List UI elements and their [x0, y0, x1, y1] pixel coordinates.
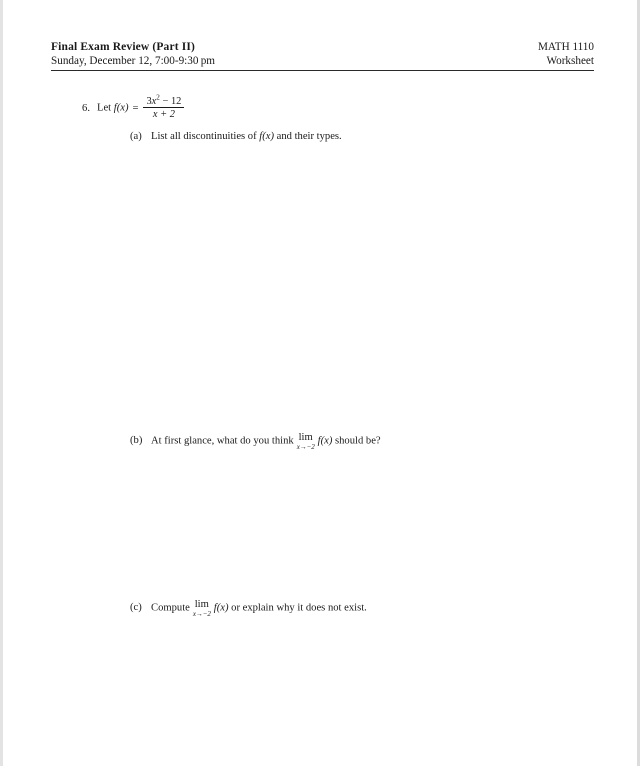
part-b-text: [151, 432, 381, 450]
limit-subscript-c: x→−2: [192, 610, 211, 619]
part-c-function: f(x): [213, 602, 229, 614]
problem-6-stem: [68, 93, 588, 121]
limit-operator-b: lim: [298, 432, 313, 443]
course-code: MATH 1110: [537, 41, 594, 53]
part-c-text-after: or explain why it does not exist.: [231, 602, 367, 614]
fraction-denominator: x + 2: [152, 109, 175, 120]
part-b-label: (b): [130, 435, 143, 447]
limit-expression-c: [193, 600, 211, 618]
part-a-function: f(x): [259, 131, 274, 142]
part-a-text-before: List all discontinuities of: [151, 131, 257, 142]
header-title-row: [51, 41, 594, 55]
equals-sign: =: [132, 102, 139, 114]
problem-part-a: [130, 131, 342, 142]
numerator-coefficient: 3: [146, 95, 152, 107]
part-b-text-before: At first glance, what do you think: [151, 435, 294, 447]
numerator-exponent: 2: [156, 93, 160, 102]
part-c-text: [151, 599, 367, 617]
part-a-text: [151, 131, 342, 142]
header-subtitle-row: [51, 55, 594, 68]
problem-statement: [97, 93, 185, 121]
problem-part-b: [130, 432, 381, 450]
document-title: Final Exam Review (Part II): [51, 41, 195, 53]
part-c-text-before: Compute: [151, 602, 190, 614]
function-notation: f(x): [113, 102, 129, 114]
numerator-variable: x: [151, 95, 157, 107]
problem-number: 6.: [82, 102, 90, 114]
fraction-numerator: [143, 93, 184, 109]
rational-expression: [143, 93, 184, 121]
problem-part-c: [130, 599, 367, 617]
numerator-remainder: − 12: [162, 95, 182, 107]
limit-expression-b: [297, 433, 315, 451]
stem-prefix: Let: [97, 102, 112, 114]
header-divider: [51, 70, 594, 71]
limit-subscript-b: x→−2: [296, 443, 315, 452]
problem-6: [68, 93, 588, 121]
part-c-label: (c): [130, 602, 142, 614]
document-header: [51, 41, 594, 68]
document-type: Worksheet: [546, 54, 594, 67]
part-a-text-after: and their types.: [276, 131, 342, 142]
limit-operator-c: lim: [194, 599, 209, 610]
part-a-label: (a): [130, 131, 142, 142]
part-b-function: f(x): [317, 435, 333, 447]
part-b-text-after: should be?: [335, 435, 381, 447]
exam-datetime: Sunday, December 12, 7:00-9:30 pm: [51, 54, 216, 67]
